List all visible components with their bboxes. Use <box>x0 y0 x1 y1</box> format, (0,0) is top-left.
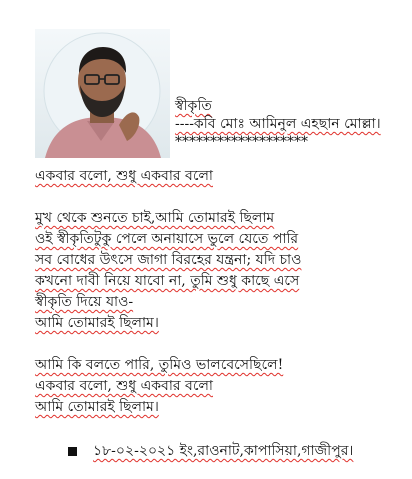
poem-line: মুখ থেকে শুনতে চাই,আমি তোমারই ছিলাম <box>35 210 275 226</box>
heading-divider: ******************* <box>175 134 308 150</box>
poem-body <box>35 166 405 418</box>
refrain-line: একবার বলো, শুধু একবার বলো <box>35 168 213 184</box>
poem-line: ওই স্বীকৃতিটুকু পেলে অনায়াসে ভুলে যেতে পারি <box>35 231 299 247</box>
poem-line: আমি কি বলতে পারি, তুমিও ভালবেসেছিলে! <box>35 357 284 373</box>
poem-line: আমি তোমারই ছিলাম। <box>35 315 159 331</box>
poem-heading <box>175 97 381 151</box>
poem-line: সব বোধের উৎসে জাগা বিরহের যন্ত্রনা; যদি চাও <box>35 252 302 268</box>
date-place-line <box>68 441 353 462</box>
poem-line: আমি তোমারই ছিলাম। <box>35 399 159 415</box>
date-place-text: ১৮-০২-২০২১ ইং,রাওনাট,কাপাসিয়া,গাজীপুর। <box>93 443 354 459</box>
square-bullet-icon <box>68 447 77 456</box>
poem-author: ----কবি মোঃ আমিনুল এহছান মোল্লা। <box>175 116 381 132</box>
poem-line: কখনো দাবী নিয়ে যাবো না, তুমি শুধু কাছে এসে <box>35 273 300 289</box>
stanza-gap <box>35 187 405 208</box>
poem-line: স্বীকৃতি দিয়ে যাও- <box>35 294 134 310</box>
author-photo <box>35 29 170 158</box>
poem-line: একবার বলো, শুধু একবার বলো <box>35 378 213 394</box>
poem-title: স্বীকৃতি <box>175 98 212 114</box>
stanza-gap <box>35 334 405 355</box>
author-portrait-image <box>35 29 170 158</box>
